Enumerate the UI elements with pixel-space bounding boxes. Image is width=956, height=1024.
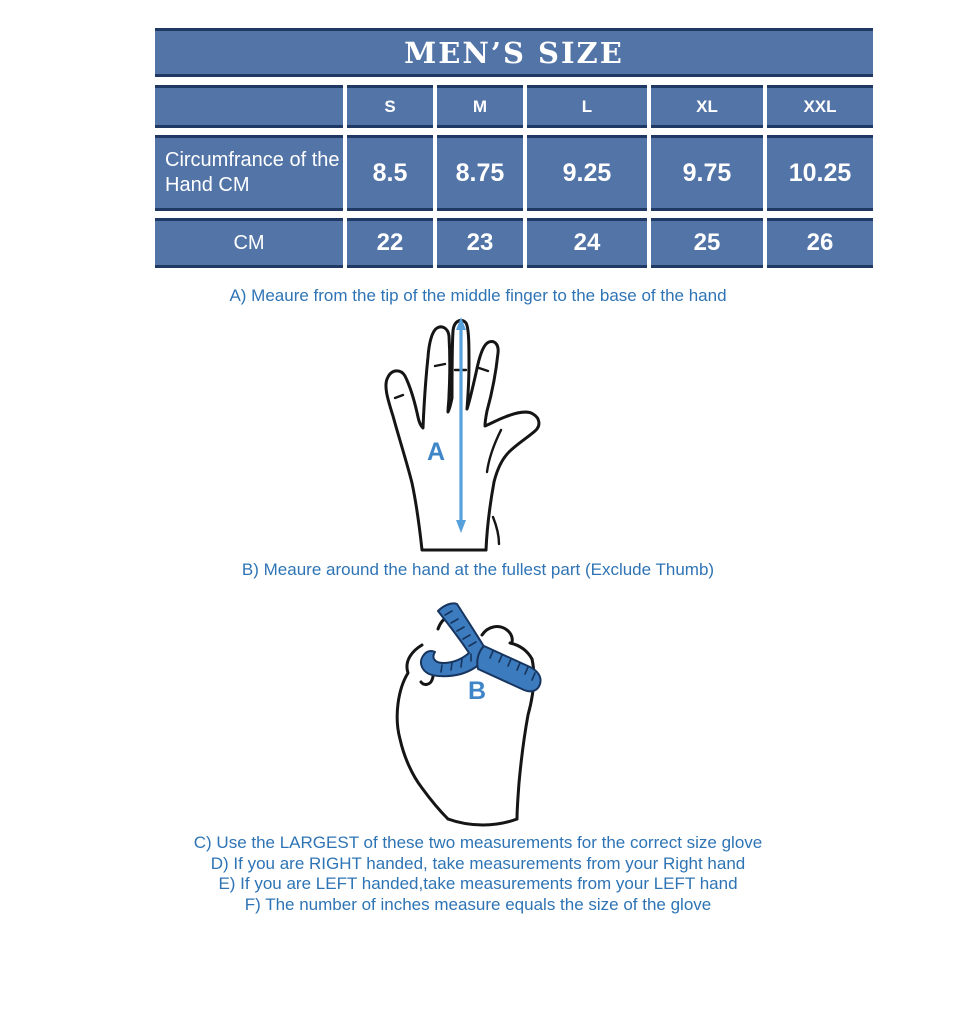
- circumference-value-m: 8.75: [437, 135, 523, 211]
- instruction-c: C) Use the LARGEST of these two measurements for the correct size glove: [193, 833, 763, 852]
- label-b: B: [468, 677, 487, 705]
- circumference-value-l: 9.25: [527, 135, 647, 211]
- corner-empty-cell: [155, 85, 343, 128]
- size-table: [155, 28, 873, 268]
- row-label-circumference: Circumfrance of the Hand CM: [155, 135, 343, 211]
- size-header-l: L: [527, 85, 647, 128]
- circumference-value-xl: 9.75: [651, 135, 763, 211]
- circumference-value-s: 8.5: [347, 135, 433, 211]
- size-header-xxl: XXL: [767, 85, 873, 128]
- size-header-m: M: [437, 85, 523, 128]
- open-hand-diagram: [375, 312, 550, 554]
- size-table-grid: [155, 85, 873, 268]
- instruction-e: E) If you are LEFT handed,take measurements from your LEFT hand: [218, 874, 738, 893]
- fist-diagram: [392, 585, 592, 835]
- circumference-value-xxl: 10.25: [767, 135, 873, 211]
- cm-value-m: 23: [437, 218, 523, 268]
- cm-value-s: 22: [347, 218, 433, 268]
- wrist-crease: [493, 517, 499, 544]
- instruction-d: D) If you are RIGHT handed, take measurements from your Right hand: [210, 853, 746, 873]
- label-a: A: [427, 438, 446, 466]
- cm-value-xxl: 26: [767, 218, 873, 268]
- size-header-xl: XL: [651, 85, 763, 128]
- table-title: MEN’S SIZE: [155, 28, 873, 77]
- bottom-instructions: [0, 833, 956, 915]
- instruction-f: F) The number of inches measure equals the size of the glove: [244, 894, 712, 914]
- row-label-cm: CM: [155, 218, 343, 268]
- cm-value-xl: 25: [651, 218, 763, 268]
- instruction-b: B) Meaure around the hand at the fullest part (Exclude Thumb): [241, 560, 715, 579]
- cm-value-l: 24: [527, 218, 647, 268]
- instruction-a: A) Meaure from the tip of the middle finger to the base of the hand: [229, 286, 727, 305]
- size-header-s: S: [347, 85, 433, 128]
